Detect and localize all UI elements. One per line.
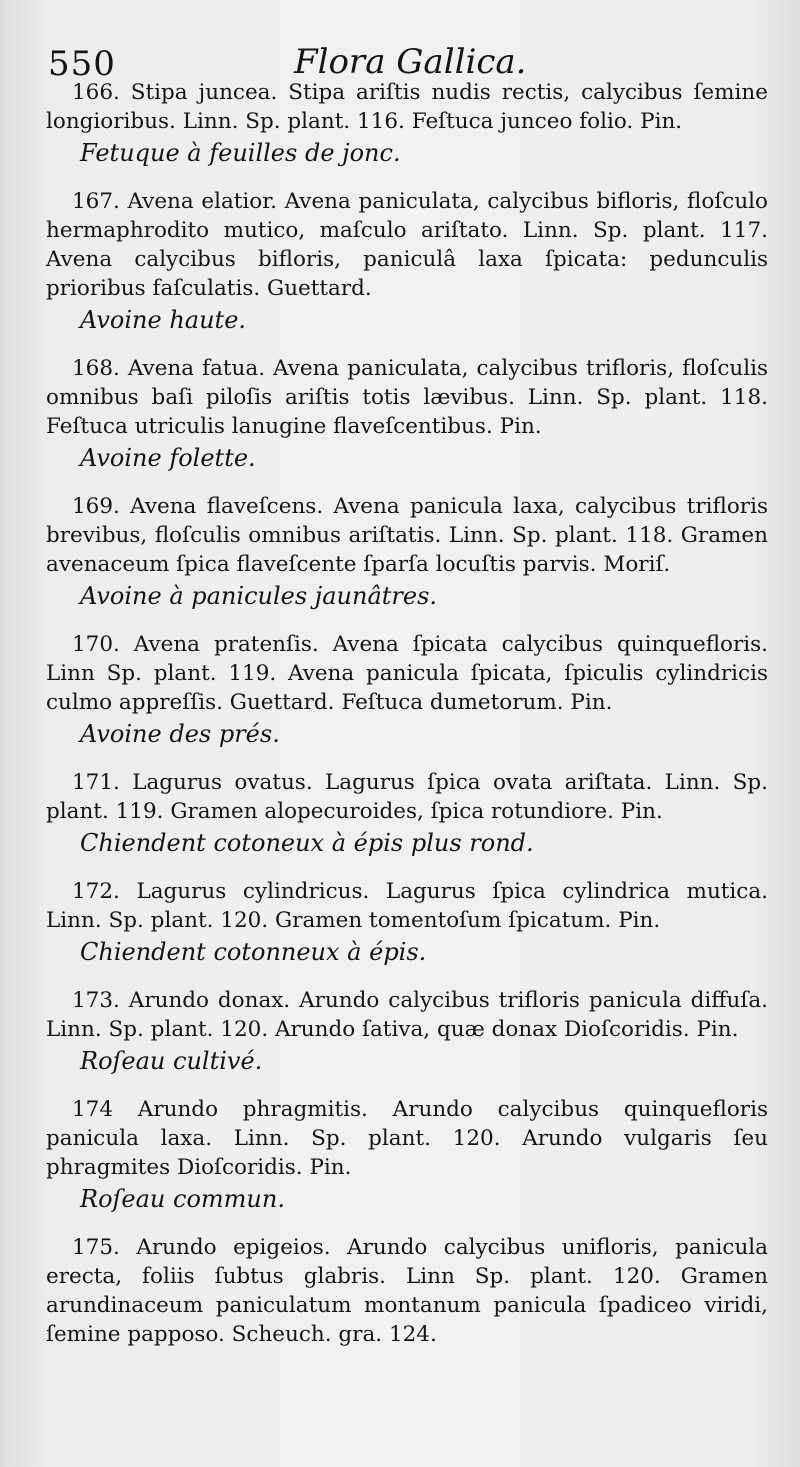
running-title: Flora Gallica. xyxy=(294,42,527,82)
page-body xyxy=(46,78,768,1368)
french-name: Avoine haute. xyxy=(80,306,247,334)
latin-description: 171. Lagurus ovatus. Lagurus ſpica ovata ariſtata. Linn. Sp. plant. 119. Gramen alopecuroides, ſpica rotundiore. Pin. xyxy=(46,770,768,824)
species-entry-170 xyxy=(46,630,768,749)
species-entry-175 xyxy=(46,1233,768,1349)
french-name: Roſeau commun. xyxy=(80,1185,285,1213)
species-entry-169 xyxy=(46,492,768,611)
species-entry-166 xyxy=(46,78,768,168)
latin-description: 169. Avena flaveſcens. Avena panicula laxa, calycibus trifloris brevibus, floſculis omnibus ariſtatis. Linn. Sp. plant. 118. Gramen avenaceum ſpica flaveſcente ſparſa locuſtis parvis. Moriſ. xyxy=(46,494,768,577)
french-name: Avoine folette. xyxy=(80,444,256,472)
french-name: Avoine à panicules jaunâtres. xyxy=(80,582,438,610)
latin-description: 172. Lagurus cylindricus. Lagurus ſpica cylindrica mutica. Linn. Sp. plant. 120. Gramen tomentoſum ſpicatum. Pin. xyxy=(46,879,768,933)
species-entry-174 xyxy=(46,1095,768,1214)
french-name: Roſeau cultivé. xyxy=(80,1047,263,1075)
latin-description: 173. Arundo donax. Arundo calycibus trifloris panicula diffuſa. Linn. Sp. plant. 120. Arundo ſativa, quæ donax Dioſcoridis. Pin. xyxy=(46,988,768,1042)
latin-description: 174 Arundo phragmitis. Arundo calycibus quinquefloris panicula laxa. Linn. Sp. plant. 120. Arundo vulgaris ſeu phragmites Dioſcoridis. Pin. xyxy=(46,1097,768,1180)
latin-description: 167. Avena elatior. Avena paniculata, calycibus bifloris, floſculo hermaphrodito mutico, maſculo ariſtato. Linn. Sp. plant. 117. Avena calycibus bifloris, paniculâ laxa ſpicata: pedunculis prioribus faſculatis. Guettard. xyxy=(46,189,768,301)
latin-description: 168. Avena fatua. Avena paniculata, calycibus trifloris, floſculis omnibus baſi piloſis ariſtis totis lævibus. Linn. Sp. plant. 118. Feſtuca utriculis lanugine flaveſcentibus. Pin. xyxy=(46,356,768,439)
species-entry-167 xyxy=(46,187,768,335)
french-name: Avoine des prés. xyxy=(80,720,280,748)
french-name: Chiendent cotonneux à épis. xyxy=(80,938,427,966)
species-entry-172 xyxy=(46,877,768,967)
latin-description: 175. Arundo epigeios. Arundo calycibus unifloris, panicula erecta, foliis ſubtus glabris. Linn Sp. plant. 120. Gramen arundinaceum paniculatum montanum panicula ſpadiceo viridi, ſemine papposo. Scheuch. gra. 124. xyxy=(46,1235,768,1347)
latin-description: 166. Stipa juncea. Stipa ariſtis nudis rectis, calycibus ſemine longioribus. Linn. Sp. plant. 116. Feſtuca junceo folio. Pin. xyxy=(46,80,768,134)
page-number: 550 xyxy=(48,44,116,84)
species-entry-168 xyxy=(46,354,768,473)
species-entry-171 xyxy=(46,768,768,858)
latin-description: 170. Avena pratenſis. Avena ſpicata calycibus quinquefloris. Linn Sp. plant. 119. Avena panicula ſpicata, ſpiculis cylindricis culmo appreſſis. Guettard. Feſtuca dumetorum. Pin. xyxy=(46,632,768,715)
species-entry-173 xyxy=(46,986,768,1076)
french-name: Chiendent cotoneux à épis plus rond. xyxy=(80,829,534,857)
french-name: Fetuque à feuilles de jonc. xyxy=(80,139,401,167)
